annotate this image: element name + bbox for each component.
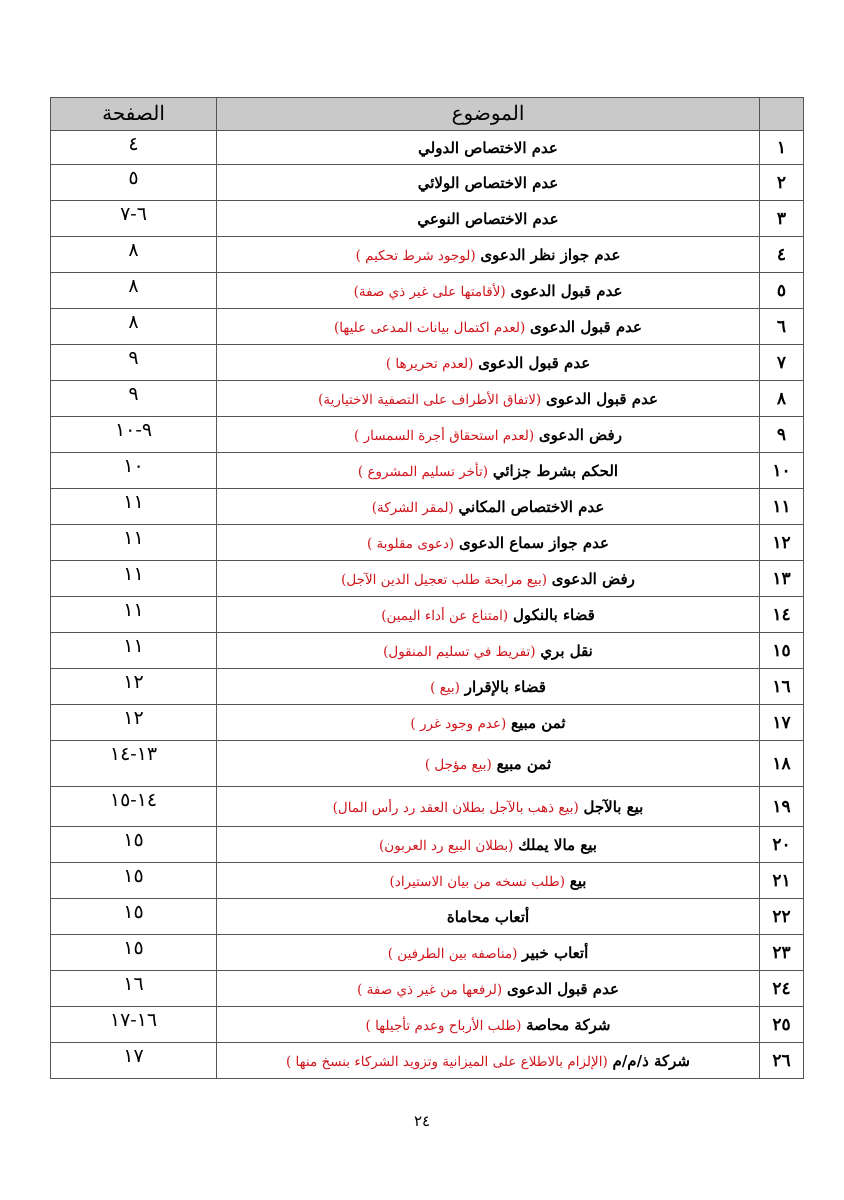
row-number: ٨ [760,381,804,417]
row-subject [217,705,760,741]
table-row [51,863,804,899]
row-subject [217,273,760,309]
row-page: ٦-٧ [51,201,217,237]
table-row [51,787,804,827]
row-subject [217,237,760,273]
table-row [51,669,804,705]
row-subject [217,863,760,899]
table-row [51,237,804,273]
subject-title: بيع بالآجل [583,797,644,816]
row-subject [217,787,760,827]
subject-note: (لعدم تحريرها ) [385,355,474,372]
row-number: ٥ [760,273,804,309]
subject-title: عدم الاختصاص المكاني [458,497,605,516]
row-subject [217,453,760,489]
subject-title: عدم الاختصاص النوعي [417,209,559,228]
subject-note: (مناصفه بين الطرفين ) [387,945,518,962]
row-subject [217,131,760,165]
subject-note: (بطلان البيع رد العربون) [379,837,514,854]
subject-title: بيع مالا يملك [518,835,597,854]
row-subject [217,165,760,201]
table-row [51,345,804,381]
subject-title: عدم قبول الدعوى [545,389,658,408]
row-subject [217,201,760,237]
row-subject [217,381,760,417]
row-number: ١٨ [760,741,804,787]
row-page: ٤ [51,131,217,165]
subject-title: أتعاب خبير [522,943,589,962]
subject-title: ثمن مبيع [496,754,552,773]
subject-note: (دعوى مقلوبة ) [366,535,455,552]
row-subject [217,525,760,561]
row-page: ١٥ [51,935,217,971]
row-subject [217,633,760,669]
row-subject [217,309,760,345]
subject-title: ثمن مبيع [511,713,566,732]
row-number: ١٣ [760,561,804,597]
table-row [51,705,804,741]
row-number: ٢٥ [760,1007,804,1043]
row-page: ١٣-١٤ [51,741,217,787]
subject-title: عدم الاختصاص الولائي [417,173,559,192]
subject-note: (لأقامتها على غير ذي صفة) [353,283,506,300]
subject-title: عدم جواز نظر الدعوى [480,245,621,264]
row-number: ١٤ [760,597,804,633]
row-number: ١٦ [760,669,804,705]
subject-note: (لوجود شرط تحكيم ) [355,247,476,264]
subject-note: (بيع ذهب بالآجل بطلان العقد رد رأس المال) [332,799,579,816]
row-number: ٢ [760,165,804,201]
row-number: ٢٣ [760,935,804,971]
row-page: ١٢ [51,669,217,705]
subject-note: (طلب نسخه من بيان الاستيراد) [389,873,565,890]
subject-title: بيع [569,871,587,890]
row-page: ١٥ [51,863,217,899]
subject-title: شركة محاصة [526,1015,611,1034]
row-number: ١٢ [760,525,804,561]
row-number: ٦ [760,309,804,345]
subject-note: (عدم وجود غرر ) [410,715,507,732]
row-subject [217,1007,760,1043]
table-body [51,131,804,1079]
table-header-row [51,98,804,131]
subject-note: (طلب الأرباح وعدم تأجيلها ) [365,1017,522,1034]
table-of-contents [50,97,804,1079]
row-number: ٢٤ [760,971,804,1007]
row-number: ١٩ [760,787,804,827]
row-subject [217,345,760,381]
row-page: ٨ [51,237,217,273]
row-subject [217,417,760,453]
row-page: ٩ [51,345,217,381]
row-page: ٩-١٠ [51,417,217,453]
row-number: ٢١ [760,863,804,899]
table-row [51,201,804,237]
subject-title: عدم قبول الدعوى [510,281,623,300]
subject-title: عدم قبول الدعوى [530,317,642,336]
table-row [51,131,804,165]
table-row [51,489,804,525]
row-number: ٤ [760,237,804,273]
subject-note: (تفريط في تسليم المنقول) [383,643,536,660]
row-page: ٨ [51,273,217,309]
table-row [51,453,804,489]
row-page: ١٥ [51,827,217,863]
subject-note: (لعدم استحقاق أجرة السمسار ) [354,427,535,444]
row-number: ٣ [760,201,804,237]
row-subject [217,827,760,863]
table-row [51,899,804,935]
row-number: ٩ [760,417,804,453]
row-page: ١١ [51,597,217,633]
subject-title: أتعاب محاماة [446,907,530,926]
row-number: ١٧ [760,705,804,741]
subject-title: رفض الدعوى [551,569,635,588]
page-number: ٢٤ [413,1112,431,1130]
table-row [51,935,804,971]
table-row [51,1043,804,1079]
row-page: ٥ [51,165,217,201]
subject-title: عدم قبول الدعوى [478,353,591,372]
row-page: ٨ [51,309,217,345]
row-subject [217,561,760,597]
subject-title: نقل بري [540,641,593,660]
table-row [51,165,804,201]
row-page: ١٤-١٥ [51,787,217,827]
subject-title: عدم الاختصاص الدولي [418,138,558,157]
row-number: ١٥ [760,633,804,669]
subject-title: عدم جواز سماع الدعوى [458,533,610,552]
table-row [51,1007,804,1043]
row-subject [217,741,760,787]
subject-note: (الإلزام بالاطلاع على الميزانية وتزويد الشركاء بنسخ منها ) [285,1053,608,1070]
subject-title: الحكم بشرط جزائي [492,461,619,480]
table-row [51,633,804,669]
subject-note: (امتناع عن أداء اليمين) [381,607,509,624]
row-page: ٩ [51,381,217,417]
row-page: ١١ [51,489,217,525]
subject-note: (لرفعها من غير ذي صفة ) [357,981,503,998]
subject-note: (لعدم اكتمال بيانات المدعى عليها) [333,319,526,336]
subject-note: (لمقر الشركة) [371,499,454,516]
row-number: ٢٠ [760,827,804,863]
row-subject [217,1043,760,1079]
row-subject [217,971,760,1007]
row-page: ١٠ [51,453,217,489]
row-number: ٢٢ [760,899,804,935]
row-page: ١٦-١٧ [51,1007,217,1043]
subject-title: رفض الدعوى [538,425,622,444]
subject-title: قضاء بالإقرار [464,677,546,696]
table-row [51,561,804,597]
row-number: ٧ [760,345,804,381]
subject-note: (تأخر تسليم المشروع ) [357,463,489,480]
row-page: ١١ [51,561,217,597]
row-subject [217,597,760,633]
table-row [51,417,804,453]
subject-note: (بيع ) [430,679,460,696]
row-number: ٢٦ [760,1043,804,1079]
table-row [51,309,804,345]
subject-title: قضاء بالنكول [512,605,595,624]
row-page: ١٥ [51,899,217,935]
subject-title: عدم قبول الدعوى [506,979,619,998]
header-page: الصفحة [51,98,217,131]
table-row [51,597,804,633]
row-subject [217,899,760,935]
table-row [51,273,804,309]
table-row [51,971,804,1007]
subject-note: (لاتفاق الأطراف على التصفية الاختيارية) [318,391,542,408]
table-row [51,827,804,863]
row-page: ١١ [51,633,217,669]
row-number: ١ [760,131,804,165]
row-page: ١٧ [51,1043,217,1079]
row-number: ١١ [760,489,804,525]
table-row [51,381,804,417]
subject-note: (بيع مرابحة طلب تعجيل الدين الآجل) [341,571,548,588]
table-row [51,741,804,787]
row-page: ١٦ [51,971,217,1007]
header-number [760,98,804,131]
table-row [51,525,804,561]
row-page: ١١ [51,525,217,561]
row-number: ١٠ [760,453,804,489]
row-subject [217,935,760,971]
subject-title: شركة ذ/م/م [612,1051,690,1070]
row-subject [217,669,760,705]
subject-note: (بيع مؤجل ) [424,756,492,773]
row-subject [217,489,760,525]
header-subject: الموضوع [217,98,760,131]
row-page: ١٢ [51,705,217,741]
